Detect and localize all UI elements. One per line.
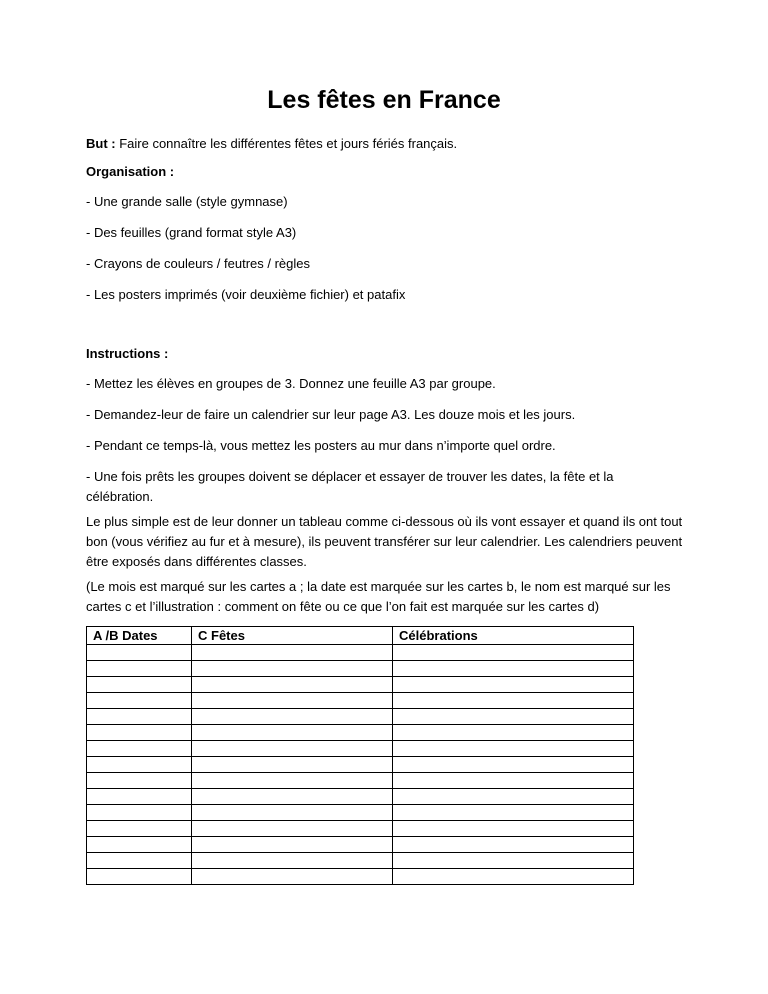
table-row — [87, 773, 634, 789]
table-cell — [87, 725, 192, 741]
table-row — [87, 709, 634, 725]
table-cell — [192, 757, 393, 773]
organisation-item: - Crayons de couleurs / feutres / règles — [86, 256, 310, 271]
table-row — [87, 645, 634, 661]
table-cell — [87, 805, 192, 821]
table-cell — [192, 645, 393, 661]
table-row — [87, 661, 634, 677]
page-title: Les fêtes en France — [267, 86, 501, 114]
table-cell — [87, 693, 192, 709]
instruction-item: - Demandez-leur de faire un calendrier sur leur page A3. Les douze mois et les jours. — [86, 407, 576, 422]
instructions-note: (Le mois est marqué sur les cartes a ; la date est marquée sur les cartes b, le nom est marqué sur les cartes c et l’illustration : comment on fête ou ce que l’on fait est marquée sur les cartes d) — [86, 579, 671, 614]
table-cell — [192, 853, 393, 869]
table-row — [87, 693, 634, 709]
table-cell — [393, 661, 634, 677]
table-cell — [87, 757, 192, 773]
header-dates: A /B Dates — [87, 627, 192, 645]
table-row — [87, 789, 634, 805]
table-cell — [87, 869, 192, 885]
table-cell — [393, 837, 634, 853]
organisation-item: - Une grande salle (style gymnase) — [86, 194, 288, 209]
goal-label: But : — [86, 136, 116, 151]
table-cell — [192, 725, 393, 741]
table-row — [87, 677, 634, 693]
table-cell — [393, 789, 634, 805]
table-cell — [393, 853, 634, 869]
table-cell — [192, 693, 393, 709]
table-cell — [192, 805, 393, 821]
goal-line — [86, 134, 686, 154]
answer-table — [86, 626, 634, 885]
table-cell — [192, 869, 393, 885]
table-cell — [393, 757, 634, 773]
table-cell — [393, 693, 634, 709]
table-cell — [87, 741, 192, 757]
table-cell — [87, 821, 192, 837]
table-row — [87, 757, 634, 773]
table-row — [87, 725, 634, 741]
table-row — [87, 741, 634, 757]
table-row — [87, 869, 634, 885]
table-cell — [87, 677, 192, 693]
table-cell — [192, 789, 393, 805]
table-cell — [393, 645, 634, 661]
table-cell — [192, 661, 393, 677]
table-cell — [192, 773, 393, 789]
table-cell — [192, 709, 393, 725]
table-cell — [393, 805, 634, 821]
organisation-item: - Des feuilles (grand format style A3) — [86, 225, 297, 240]
goal-text: Faire connaître les différentes fêtes et jours fériés français. — [115, 136, 458, 151]
instruction-item: - Pendant ce temps-là, vous mettez les posters au mur dans n’importe quel ordre. — [86, 438, 556, 453]
table-row — [87, 853, 634, 869]
table-cell — [393, 725, 634, 741]
organisation-heading: Organisation : — [86, 164, 175, 179]
table-cell — [87, 789, 192, 805]
instructions-heading: Instructions : — [86, 346, 169, 361]
header-celebrations: Célébrations — [393, 627, 634, 645]
table-cell — [192, 677, 393, 693]
table-cell — [87, 853, 192, 869]
table-cell — [393, 773, 634, 789]
table-cell — [393, 741, 634, 757]
table-cell — [393, 709, 634, 725]
table-cell — [192, 837, 393, 853]
header-fetes: C Fêtes — [192, 627, 393, 645]
instruction-item: - Mettez les élèves en groupes de 3. Donnez une feuille A3 par groupe. — [86, 376, 496, 391]
table-cell — [87, 645, 192, 661]
table-row — [87, 837, 634, 853]
table-cell — [87, 773, 192, 789]
instructions-paragraph: Le plus simple est de leur donner un tableau comme ci-dessous où ils vont essayer et quand ils ont tout bon (vous vérifiez au fur et à mesure), ils peuvent transférer sur leur calendrier. Les calendriers peuvent être exposés dans différentes classes. — [86, 514, 683, 569]
table-body — [87, 645, 634, 885]
table-cell — [393, 821, 634, 837]
table-cell — [393, 677, 634, 693]
table-header-row — [87, 627, 634, 645]
table-row — [87, 821, 634, 837]
table-cell — [87, 661, 192, 677]
table-cell — [87, 709, 192, 725]
table-row — [87, 805, 634, 821]
table-cell — [393, 869, 634, 885]
table-cell — [192, 821, 393, 837]
organisation-item: - Les posters imprimés (voir deuxième fichier) et patafix — [86, 287, 406, 302]
instruction-item: - Une fois prêts les groupes doivent se déplacer et essayer de trouver les dates, la fête et la célébration. — [86, 469, 614, 504]
table-cell — [87, 837, 192, 853]
table-cell — [192, 741, 393, 757]
